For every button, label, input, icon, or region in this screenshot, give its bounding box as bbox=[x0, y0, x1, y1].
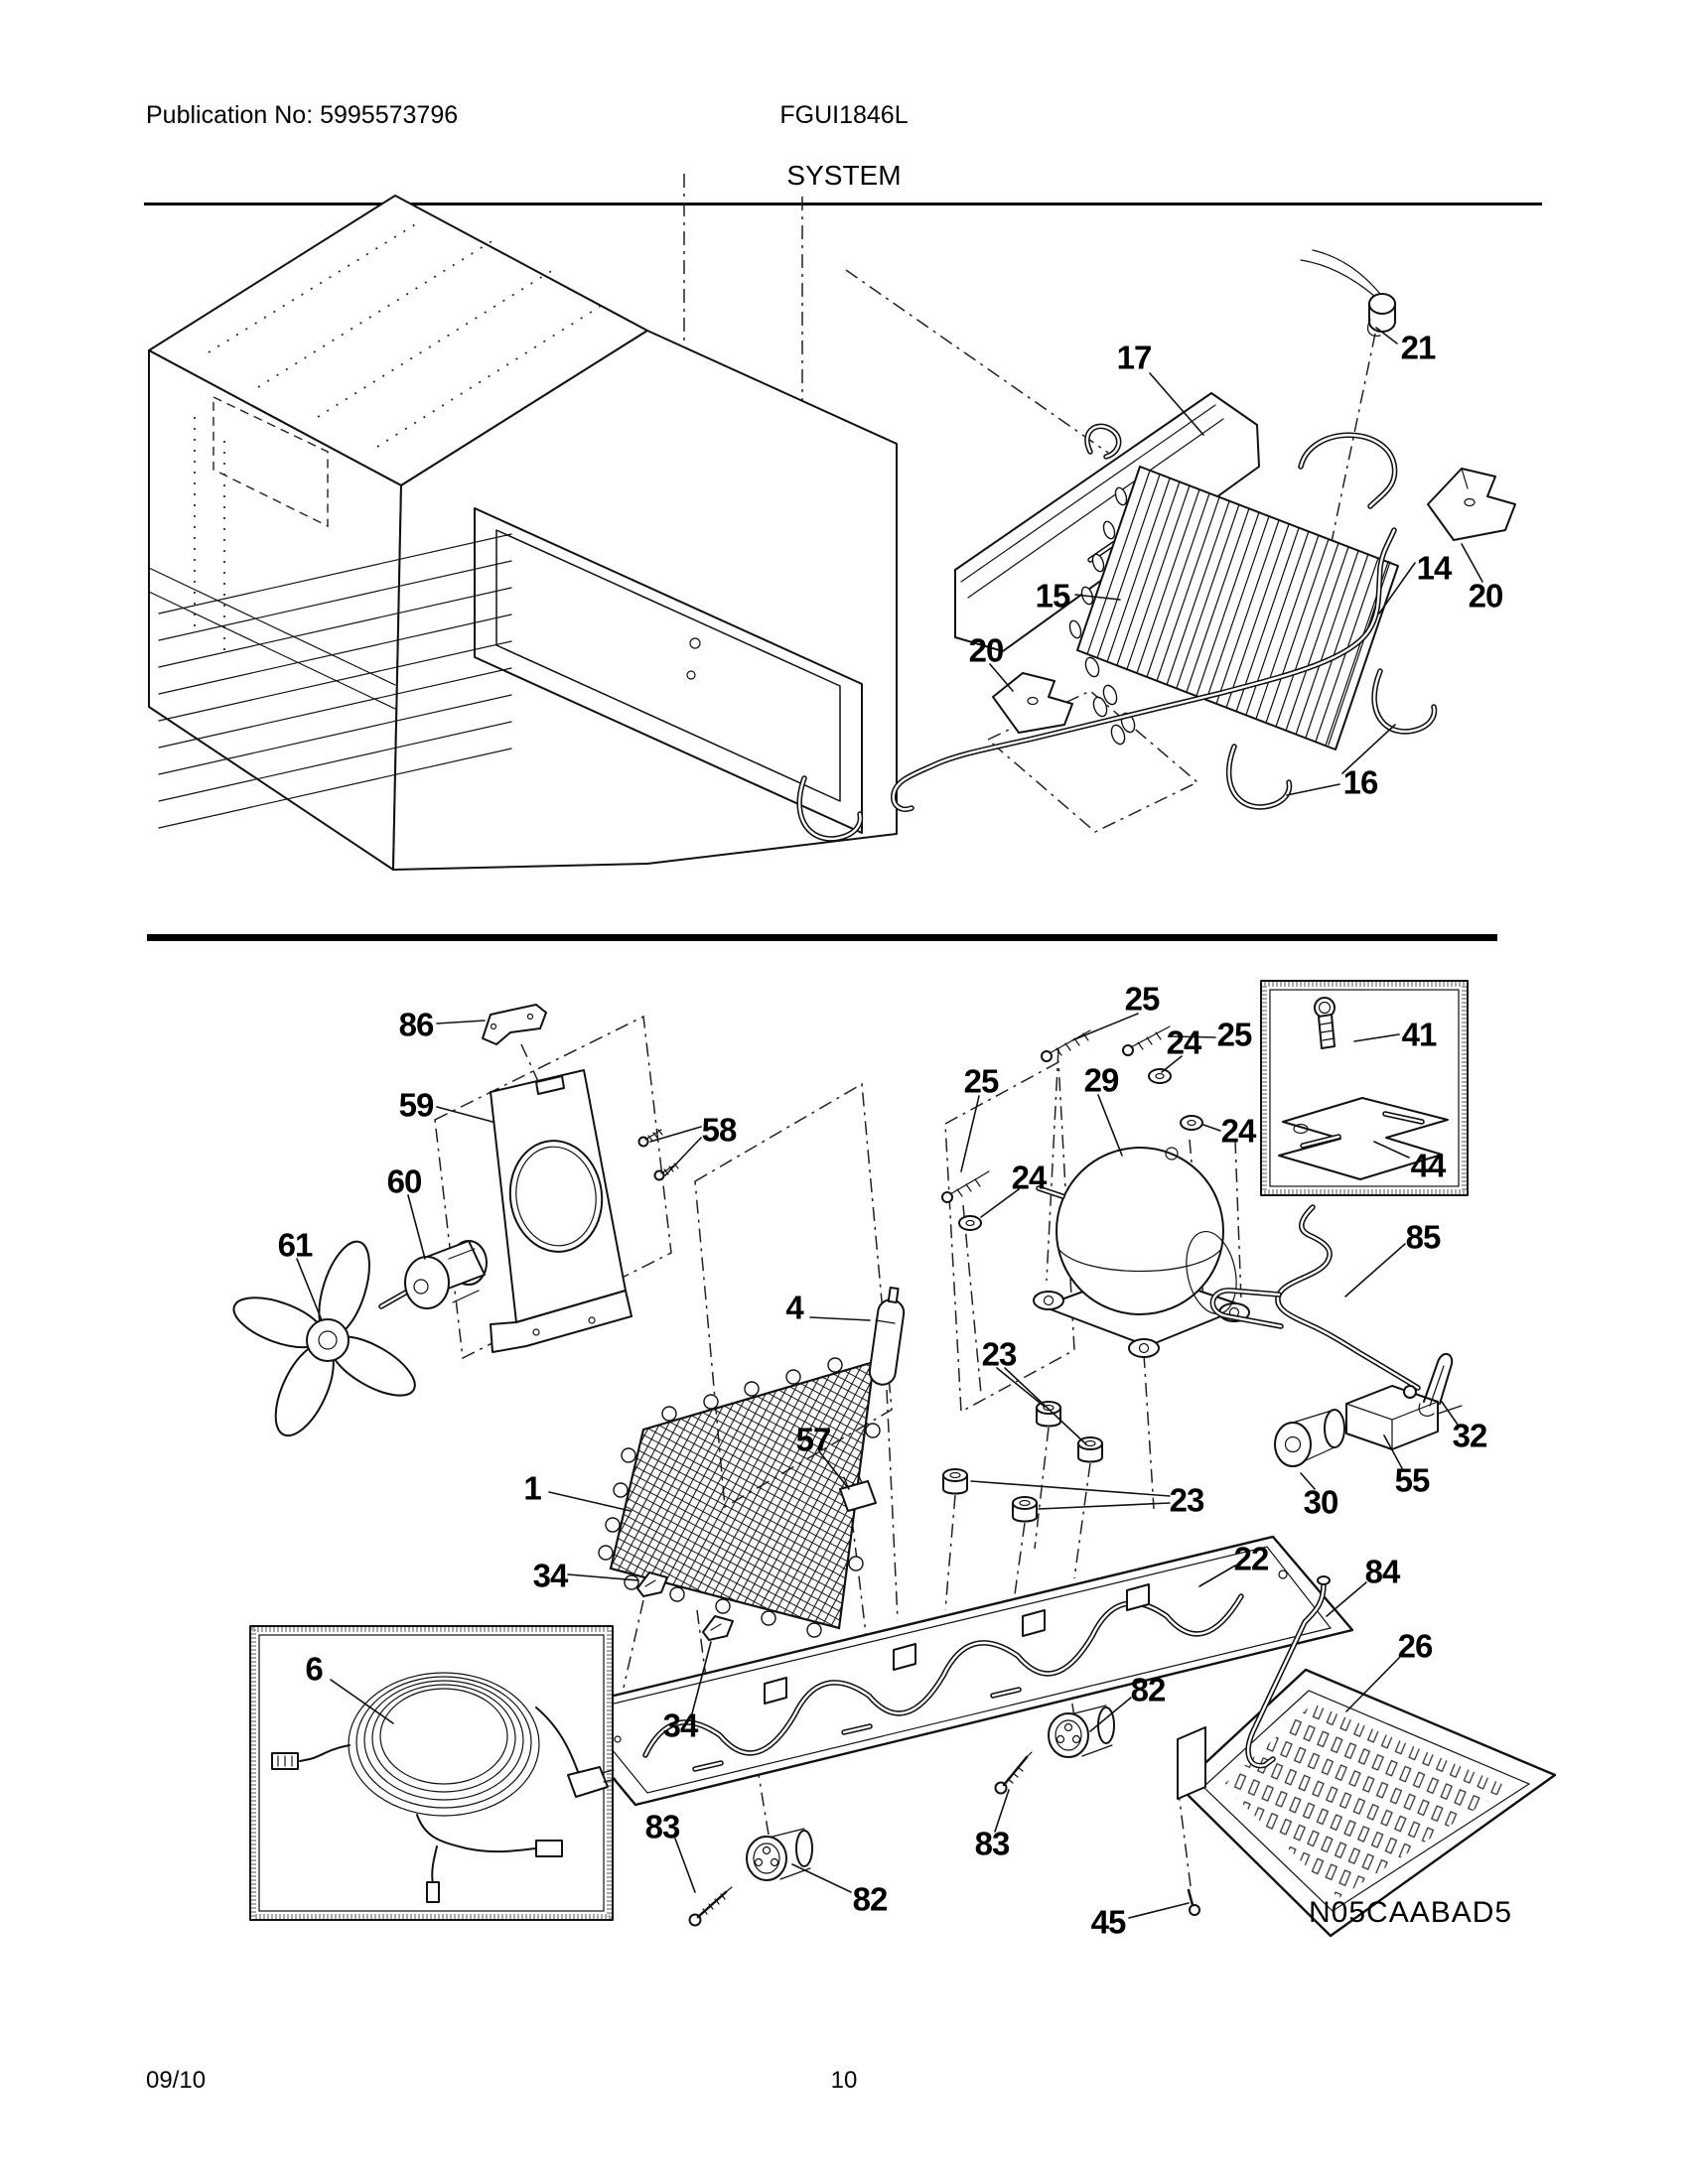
discharge-tube bbox=[1212, 1207, 1418, 1388]
part-callout-6: 6 bbox=[305, 1650, 323, 1688]
part-callout-30: 30 bbox=[1303, 1483, 1338, 1521]
part-callout-25: 25 bbox=[1124, 980, 1160, 1018]
publication-number: Publication No: 5995573796 bbox=[146, 101, 459, 129]
part-callout-29: 29 bbox=[1083, 1061, 1119, 1099]
condenser-coil bbox=[599, 1358, 880, 1637]
part-callout-1: 1 bbox=[523, 1469, 541, 1507]
part-callout-20: 20 bbox=[968, 631, 1004, 669]
model-number: FGUI1846L bbox=[779, 101, 909, 129]
diagram-code: N05CAABAD5 bbox=[1309, 1896, 1513, 1929]
part-callout-15: 15 bbox=[1035, 577, 1070, 614]
part-callout-25: 25 bbox=[963, 1062, 999, 1100]
part-callout-24: 24 bbox=[1011, 1159, 1047, 1196]
page-title: SYSTEM bbox=[786, 160, 902, 191]
part-callout-55: 55 bbox=[1394, 1461, 1430, 1499]
relay-overload bbox=[1346, 1386, 1462, 1449]
part-callout-60: 60 bbox=[386, 1162, 422, 1200]
part-callout-34: 34 bbox=[662, 1706, 698, 1744]
part-callout-14: 14 bbox=[1416, 549, 1452, 587]
fan-blade bbox=[227, 1236, 423, 1444]
roller-left bbox=[747, 1829, 812, 1880]
upper-diagram bbox=[149, 174, 1515, 870]
part-callout-26: 26 bbox=[1397, 1627, 1433, 1665]
part-callout-86: 86 bbox=[398, 1006, 434, 1043]
part-callout-82: 82 bbox=[852, 1880, 888, 1918]
pan-screw-45 bbox=[1189, 1890, 1199, 1915]
compressor bbox=[1034, 1148, 1249, 1357]
part-callout-85: 85 bbox=[1405, 1218, 1441, 1256]
filter-drier bbox=[868, 1288, 906, 1386]
part-callout-61: 61 bbox=[277, 1226, 313, 1264]
part-callout-24: 24 bbox=[1166, 1024, 1201, 1061]
mounting-grommets bbox=[943, 1402, 1102, 1522]
defrost-thermostat-sensor bbox=[1301, 250, 1395, 336]
part-callout-25: 25 bbox=[1216, 1016, 1252, 1053]
footer-date: 09/10 bbox=[146, 2067, 207, 2094]
part-callout-44: 44 bbox=[1410, 1147, 1446, 1184]
part-callout-57: 57 bbox=[795, 1421, 831, 1458]
part-callout-24: 24 bbox=[1220, 1112, 1256, 1150]
part-callout-17: 17 bbox=[1116, 339, 1152, 376]
footer-page-number: 10 bbox=[830, 2067, 858, 2094]
part-callout-23: 23 bbox=[1169, 1481, 1204, 1519]
fan-motor bbox=[381, 1241, 487, 1308]
fan-mount-bracket bbox=[483, 1005, 546, 1044]
part-callout-58: 58 bbox=[701, 1111, 737, 1149]
part-callout-16: 16 bbox=[1342, 763, 1378, 801]
part-callout-20: 20 bbox=[1468, 577, 1503, 614]
part-callout-84: 84 bbox=[1364, 1553, 1400, 1590]
part-callout-83: 83 bbox=[974, 1825, 1010, 1862]
refrigerator-cabinet bbox=[149, 196, 897, 870]
part-callout-83: 83 bbox=[644, 1808, 680, 1845]
fan-shroud bbox=[491, 1070, 632, 1352]
shroud-screws bbox=[639, 1130, 679, 1180]
part-callout-41: 41 bbox=[1401, 1016, 1437, 1053]
lower-diagram bbox=[227, 981, 1555, 1936]
part-callout-59: 59 bbox=[398, 1086, 434, 1124]
part-callout-4: 4 bbox=[785, 1289, 803, 1326]
tube-mounting-bracket-right bbox=[1428, 469, 1515, 540]
part-callout-22: 22 bbox=[1233, 1540, 1269, 1577]
part-callout-45: 45 bbox=[1090, 1903, 1126, 1941]
roller-right bbox=[1049, 1706, 1114, 1757]
part-callout-34: 34 bbox=[532, 1557, 568, 1594]
part-callout-32: 32 bbox=[1452, 1417, 1487, 1454]
part-callout-82: 82 bbox=[1130, 1671, 1166, 1708]
terminal-cover-plug bbox=[1275, 1410, 1344, 1466]
part-callout-21: 21 bbox=[1400, 329, 1436, 366]
part-callout-23: 23 bbox=[981, 1335, 1017, 1373]
